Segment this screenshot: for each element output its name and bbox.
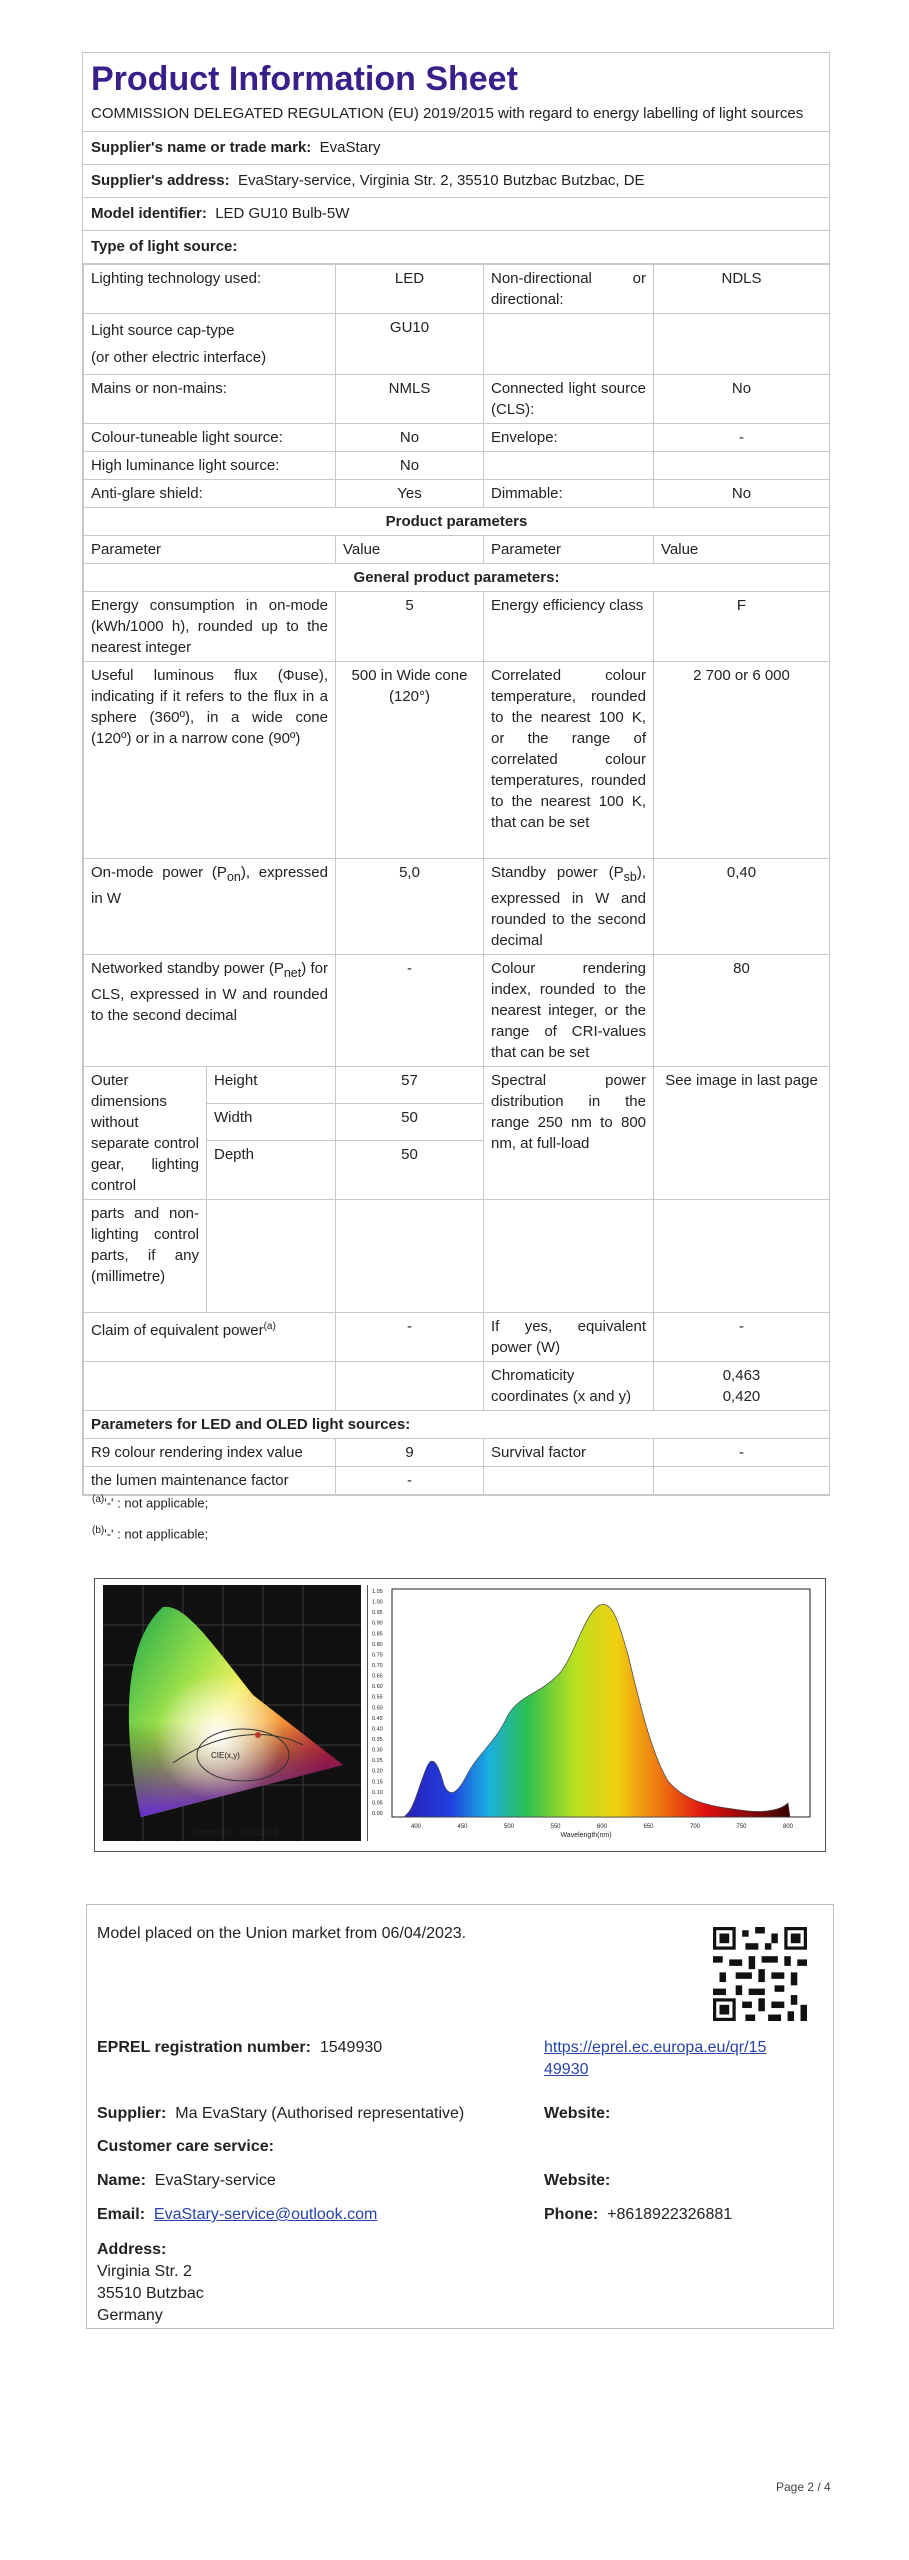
supplier-address-label: Supplier's address: — [91, 172, 230, 189]
spectrum-figure — [94, 1578, 826, 1852]
standby-rest: ), expressed in W and rounded to the second decimal — [491, 864, 646, 949]
cell: See image in last page — [654, 1067, 830, 1200]
supplier-name-row — [83, 132, 829, 165]
cell: - — [336, 1313, 484, 1362]
cell: Useful luminous flux (Φuse), indicating if it refers to the flux in a sphere (360º), in a wide cone (120º) or in a narrow cone (90º) — [84, 662, 336, 859]
on-power-text: On-mode power (P — [91, 864, 227, 881]
x-tick-label: 750 — [736, 1824, 747, 1830]
cell: Colour rendering index, rounded to the nearest integer, or the range of CRI-values that can be set — [484, 955, 654, 1067]
customer-care-heading: Customer care service: — [97, 2138, 274, 2155]
x-tick-label: 400 — [410, 1824, 422, 1830]
cell: Anti-glare shield: — [84, 480, 336, 508]
cell — [84, 859, 336, 955]
cell: Depth — [207, 1141, 336, 1200]
table-row — [84, 955, 830, 1067]
supplier-label: Supplier: — [97, 2105, 167, 2122]
website-label-2: Website: — [544, 2172, 611, 2189]
table-row — [84, 375, 830, 424]
cell: High luminance light source: — [84, 452, 336, 480]
column-header: Value — [654, 536, 830, 564]
email-link[interactable]: EvaStary-service@outlook.com — [153, 2206, 378, 2223]
footnote-b-text: '-' : not applicable; — [104, 1526, 209, 1542]
table-row — [84, 314, 830, 375]
cell: Connected light source (CLS): — [484, 375, 654, 424]
cell — [484, 452, 654, 480]
cell: Lighting technology used: — [84, 265, 336, 314]
eprel-row — [97, 2037, 382, 2059]
cell: 500 in Wide cone (120°) — [336, 662, 484, 859]
y-tick-label: 0.90 — [372, 1620, 383, 1627]
y-tick-label: 0.30 — [372, 1747, 383, 1754]
name-label: Name: — [97, 2172, 146, 2189]
phone-label: Phone: — [544, 2206, 599, 2223]
email-row — [97, 2204, 377, 2226]
cell: NMLS — [336, 375, 484, 424]
net-standby-text: Networked standby power (P — [91, 960, 284, 977]
name-row — [97, 2170, 276, 2192]
cell: Energy consumption in on-mode (kWh/1000 h), rounded up to the nearest integer — [84, 592, 336, 662]
cell — [207, 1200, 336, 1313]
table-row — [84, 662, 830, 859]
cell: 5,0 — [336, 859, 484, 955]
chroma-x: 0,463 — [722, 1367, 761, 1384]
y-tick-label: 0.65 — [372, 1673, 383, 1680]
table-row — [84, 1313, 830, 1362]
supplier-name-label: Supplier's name or trade mark: — [91, 139, 312, 156]
cell: F — [654, 592, 830, 662]
cell: No — [336, 452, 484, 480]
cell: 50 — [336, 1141, 484, 1200]
cell — [84, 1313, 336, 1362]
address-line-2: 35510 Butzbac — [97, 2285, 204, 2302]
cell: Survival factor — [484, 1439, 654, 1467]
cell: 5 — [336, 592, 484, 662]
cell: the lumen maintenance factor — [84, 1467, 336, 1495]
equiv-claim-text: Claim of equivalent power — [91, 1322, 264, 1339]
cell: 0,40 — [654, 859, 830, 955]
table-row — [84, 859, 830, 955]
cell: If yes, equivalent power (W) — [484, 1313, 654, 1362]
chromaticity-point — [255, 1732, 261, 1738]
model-identifier-label: Model identifier: — [91, 205, 207, 222]
cell: - — [654, 424, 830, 452]
cell: R9 colour rendering index value — [84, 1439, 336, 1467]
table-row — [84, 265, 830, 314]
eprel-value: 1549930 — [319, 2039, 383, 2056]
cell — [654, 1200, 830, 1313]
y-tick-label: 0.75 — [372, 1652, 383, 1659]
table-row — [84, 1200, 830, 1313]
on-power-sub: on — [226, 870, 241, 884]
address-line-1: Virginia Str. 2 — [97, 2263, 192, 2280]
footnote-a-text: '-' : not applicable; — [104, 1495, 209, 1511]
eprel-link-line-2[interactable]: 49930 — [544, 2061, 589, 2078]
cell: NDLS — [654, 265, 830, 314]
footnote-a-sup: (a) — [92, 1494, 105, 1505]
y-tick-label: 0.35 — [372, 1737, 383, 1743]
y-tick-label: 0.20 — [372, 1768, 383, 1775]
x-tick-label: 700 — [689, 1824, 701, 1830]
y-tick-label: 0.40 — [372, 1726, 383, 1733]
net-standby-rest: ) for CLS, expressed in W and rounded to the second decimal — [91, 960, 329, 1024]
cell: 50 — [336, 1103, 484, 1140]
email-label: Email: — [97, 2206, 146, 2223]
product-information-sheet — [82, 52, 830, 1496]
cell: LED — [336, 265, 484, 314]
y-tick-label: 0.55 — [372, 1694, 383, 1701]
x-tick-label: 500 — [503, 1824, 515, 1830]
eprel-link-line-1[interactable]: https://eprel.ec.europa.eu/qr/15 — [544, 2039, 767, 2056]
y-tick-label: 0.60 — [372, 1684, 383, 1691]
cell — [654, 452, 830, 480]
x-tick-label: 450 — [457, 1824, 468, 1830]
cell — [654, 1362, 830, 1411]
cie-point-label: CIE(x,y) — [211, 1751, 240, 1760]
x-tick-label: 600 — [596, 1824, 608, 1830]
cell: No — [654, 375, 830, 424]
type-of-light-source-table — [83, 264, 830, 1067]
cell — [336, 1200, 484, 1313]
table-row — [84, 592, 830, 662]
x-tick-label: 650 — [643, 1824, 654, 1830]
cell: Envelope: — [484, 424, 654, 452]
y-axis-ticks — [372, 1589, 383, 1817]
x-axis-label: Wavelength(nm) — [560, 1832, 612, 1839]
cell: Light source cap-type (or other electric interface) — [84, 314, 336, 375]
y-tick-label: 0.25 — [372, 1758, 383, 1765]
net-standby-sub: net — [283, 966, 302, 980]
standby-sub: sb — [623, 870, 637, 884]
cell: Dimmable: — [484, 480, 654, 508]
cell: Width — [207, 1103, 336, 1140]
eprel-label: EPREL registration number: — [97, 2039, 311, 2056]
market-info-box — [86, 1904, 834, 2329]
y-tick-label: 0.95 — [372, 1610, 383, 1617]
led-parameters-heading: Parameters for LED and OLED light sources: — [84, 1411, 830, 1439]
supplier-name-value: EvaStary — [319, 139, 381, 156]
dimensions-table — [83, 1067, 830, 1495]
footnotes — [86, 1486, 214, 1549]
address-label: Address: — [97, 2241, 167, 2258]
standby-text: Standby power (P — [491, 864, 624, 881]
cell: Energy efficiency class — [484, 592, 654, 662]
supplier-value: Ma EvaStary (Authorised representative) — [175, 2105, 465, 2122]
chroma-y: 0,420 — [722, 1388, 761, 1405]
name-value: EvaStary-service — [154, 2172, 276, 2189]
cell — [84, 1362, 336, 1411]
supplier-address-value: EvaStary-service, Virginia Str. 2, 35510 Butzbac Butzbac, DE — [237, 172, 645, 189]
y-tick-label: 1.05 — [372, 1589, 383, 1595]
footnote-b — [86, 1517, 214, 1548]
cell — [484, 1200, 654, 1313]
y-tick-label: 0.70 — [372, 1663, 383, 1669]
cell: Outer dimensions without separate control gear, lighting control — [84, 1067, 207, 1200]
cell: Mains or non-mains: — [84, 375, 336, 424]
cell: Non-directional or directional: — [484, 265, 654, 314]
y-tick-label: 0.85 — [372, 1631, 383, 1638]
on-power-rest: ), expressed in W — [91, 864, 328, 907]
column-header: Parameter — [84, 536, 336, 564]
column-header: Value — [336, 536, 484, 564]
column-header: Parameter — [484, 536, 654, 564]
footnote-a — [86, 1486, 214, 1517]
supplier-address-row — [83, 165, 829, 198]
y-tick-label: 0.05 — [372, 1800, 383, 1807]
phone-row — [544, 2204, 732, 2226]
spectral-power-chart — [367, 1585, 820, 1841]
product-parameters-heading: Product parameters — [84, 508, 830, 536]
type-section-heading: Type of light source: — [83, 231, 829, 264]
cell — [654, 1467, 830, 1495]
cell: Colour-tuneable light source: — [84, 424, 336, 452]
page-number: Page 2 / 4 — [776, 2480, 831, 2494]
cell: Yes — [336, 480, 484, 508]
table-row — [84, 1439, 830, 1467]
table-row — [84, 452, 830, 480]
cell: No — [336, 424, 484, 452]
table-row — [84, 1362, 830, 1411]
cie-label: CIE1931 — [243, 1827, 279, 1837]
cie-chromaticity-diagram — [103, 1585, 361, 1841]
footnote-b-sup: (b) — [92, 1525, 105, 1537]
cell: 2 700 or 6 000 — [654, 662, 830, 859]
y-tick-label: 1.00 — [372, 1599, 383, 1606]
cell: GU10 — [336, 314, 484, 375]
y-tick-label: 0.10 — [372, 1789, 383, 1796]
y-tick-label: 0.15 — [372, 1779, 383, 1786]
cell: 57 — [336, 1067, 484, 1103]
page-title: Product Information Sheet — [91, 60, 518, 98]
cell: No — [654, 480, 830, 508]
cell: 9 — [336, 1439, 484, 1467]
cell — [336, 1362, 484, 1411]
cell: - — [654, 1439, 830, 1467]
cie-sub-label: Chromaticity — [193, 1830, 232, 1837]
cell — [484, 1467, 654, 1495]
cell: 80 — [654, 955, 830, 1067]
regulation-subtitle: COMMISSION DELEGATED REGULATION (EU) 2019/2015 with regard to energy labelling of light sources — [83, 103, 829, 132]
general-parameters-heading: General product parameters: — [84, 564, 830, 592]
cell: Height — [207, 1067, 336, 1103]
cell: - — [336, 955, 484, 1067]
y-tick-label: 0.45 — [372, 1715, 383, 1722]
y-tick-label: 0.50 — [372, 1705, 383, 1712]
y-tick-label: 0.00 — [372, 1811, 383, 1817]
qr-code-icon[interactable] — [713, 1927, 807, 2021]
cell: parts and non-lighting control parts, if any (millimetre) — [84, 1200, 207, 1313]
cell: - — [336, 1467, 484, 1495]
cell: Spectral power distribution in the range 250 nm to 800 nm, at full-load — [484, 1067, 654, 1200]
x-axis-ticks — [411, 1824, 794, 1830]
address-line-3: Germany — [97, 2307, 163, 2324]
x-tick-label: 550 — [550, 1824, 561, 1830]
cell: Correlated colour temperature, rounded to the nearest 100 K, or the range of correlated colour temperatures, rounded to the nearest 100 K, that can be set — [484, 662, 654, 859]
eprel-link[interactable] — [544, 2037, 766, 2081]
cell: - — [654, 1313, 830, 1362]
cell — [484, 314, 654, 375]
table-row — [84, 424, 830, 452]
table-row — [84, 1067, 830, 1103]
model-identifier-row — [83, 198, 829, 231]
supplier-row — [97, 2103, 464, 2125]
equiv-claim-sup: (a) — [263, 1321, 276, 1332]
cell: Chromaticity coordinates (x and y) — [484, 1362, 654, 1411]
table-header-row — [84, 536, 830, 564]
cell — [484, 859, 654, 955]
table-row — [84, 480, 830, 508]
placed-on-market-text: Model placed on the Union market from 06/04/2023. — [97, 1925, 467, 1942]
website-label-1: Website: — [544, 2105, 611, 2122]
cell — [84, 955, 336, 1067]
model-identifier-value: LED GU10 Bulb-5W — [215, 205, 350, 222]
cell — [654, 314, 830, 375]
phone-value: +8618922326881 — [607, 2206, 733, 2223]
x-tick-label: 800 — [782, 1824, 794, 1830]
y-tick-label: 0.80 — [372, 1641, 383, 1648]
